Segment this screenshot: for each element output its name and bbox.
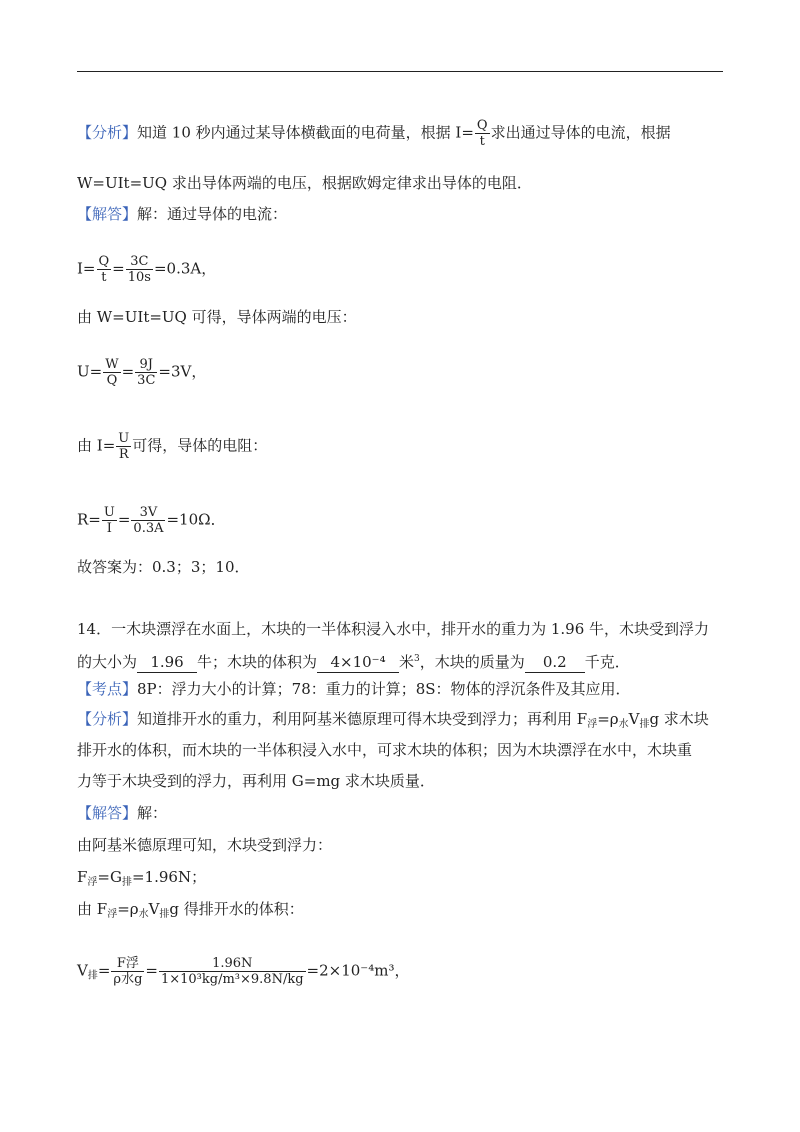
fraction: $\frac{W}{Q}$ bbox=[105, 357, 119, 388]
fraction: $\frac{Q}{t}$ bbox=[98, 254, 110, 285]
q14-analysis-line-2: 排开水的体积，而木块的一半体积浸入水中，可求木块的体积；因为木块漂浮在水中，木块重 bbox=[77, 741, 693, 759]
analysis-text-cont: 求出通过导体的电流，根据 bbox=[490, 123, 671, 142]
fraction: $\frac{U}{R}$ bbox=[118, 431, 130, 462]
fraction: $\frac{U}{I}$ bbox=[103, 505, 115, 536]
equation-current: I= $\frac{Q}{t}$ = $\frac{3C}{10s}$ =0.3A， bbox=[77, 254, 217, 285]
q13-final-answer: 故答案为：0.3；3；10． bbox=[77, 558, 250, 576]
q14-archimedes-line: 由阿基米德原理可知，木块受到浮力： bbox=[77, 836, 333, 854]
answer-tag: 【解答】 bbox=[77, 205, 138, 223]
answer-tag: 【解答】 bbox=[77, 804, 138, 822]
answer-blank-3: 0.2 bbox=[525, 652, 585, 673]
answer-blank-2: 4×10⁻⁴ bbox=[317, 652, 399, 673]
equation-voltage: U= $\frac{W}{Q}$ = $\frac{9J}{3C}$ =3V， bbox=[77, 357, 207, 388]
q13-analysis-line-2: W=UIt=UQ 求出导体两端的电压，根据欧姆定律求出导体的电阻． bbox=[77, 174, 532, 192]
q13-voltage-line: 由 W=UIt=UQ 可得，导体两端的电压： bbox=[77, 308, 357, 326]
fraction: $\frac{3V}{0.3A}$ bbox=[133, 505, 164, 536]
q13-answer-line bbox=[77, 204, 287, 224]
analysis-text: 知道 10 秒内通过某导体横截面的电荷量，根据 I= bbox=[137, 123, 474, 142]
q14-analysis-line-3: 力等于木块受到的浮力，再利用 G=mg 求木块质量． bbox=[77, 772, 435, 790]
fraction: $\frac{3C}{10s}$ bbox=[127, 254, 151, 285]
equation-resistance: R= $\frac{U}{I}$ = $\frac{3V}{0.3A}$ =10Ω． bbox=[77, 505, 226, 536]
q14-stem-line-2: 的大小为 1.96 牛；木块的体积为 4×10⁻⁴ 米$^3$，木块的质量为 0.2 千克． bbox=[77, 653, 630, 671]
fraction: $\frac{\text{F浮}}{\text{ρ水g}}$ bbox=[113, 956, 143, 987]
fraction: $\frac{9J}{3C}$ bbox=[137, 357, 156, 388]
analysis-tag: 【分析】 bbox=[77, 123, 138, 142]
q14-answer-line: 【解答】解： bbox=[77, 804, 168, 822]
fraction-q-over-t: $\frac{Q}{t}$ bbox=[476, 118, 488, 149]
kp-tag: 【考点】 bbox=[77, 680, 138, 698]
analysis-tag: 【分析】 bbox=[77, 710, 138, 728]
q14-knowledge-point: 【考点】8P：浮力大小的计算；78：重力的计算；8S：物体的浮沉条件及其应用． bbox=[77, 680, 631, 698]
q14-volume-line: 由 $F_浮=\rho_水V_排g$ 得排开水的体积： bbox=[77, 900, 304, 920]
q13-analysis-line-1 bbox=[77, 118, 671, 149]
answer-intro: 解：通过导体的电流： bbox=[137, 205, 288, 223]
q14-analysis-line-1: 【分析】知道排开水的重力，利用阿基米德原理可得木块受到浮力；再利用 $F_浮=\rho_水V_排g$ 求木块 bbox=[77, 710, 709, 730]
fraction: $\frac{1.96N}{\text{1×10³kg/m³×9.8N/kg}}$ bbox=[160, 956, 304, 987]
q13-resistance-line: 由 I= $\frac{U}{R}$ 可得，导体的电阻： bbox=[77, 431, 268, 462]
q14-volume-equation: $V_排=$ $\frac{\text{F浮}}{\text{ρ水g}}$ = $\frac{1.96N}{\text{1×10³kg/m³×9.8N/kg}}$ =2×10⁻⁴m³， bbox=[77, 956, 410, 987]
answer-blank-1: 1.96 bbox=[137, 652, 197, 673]
q14-stem-line-1: 14．一木块漂浮在水面上，木块的一半体积浸入水中，排开水的重力为 1.96 牛，木块受到浮力 bbox=[77, 620, 710, 638]
header-rule bbox=[77, 71, 723, 72]
q14-buoyancy-equation: $F_浮=G_排=1.96N$； bbox=[77, 868, 207, 888]
